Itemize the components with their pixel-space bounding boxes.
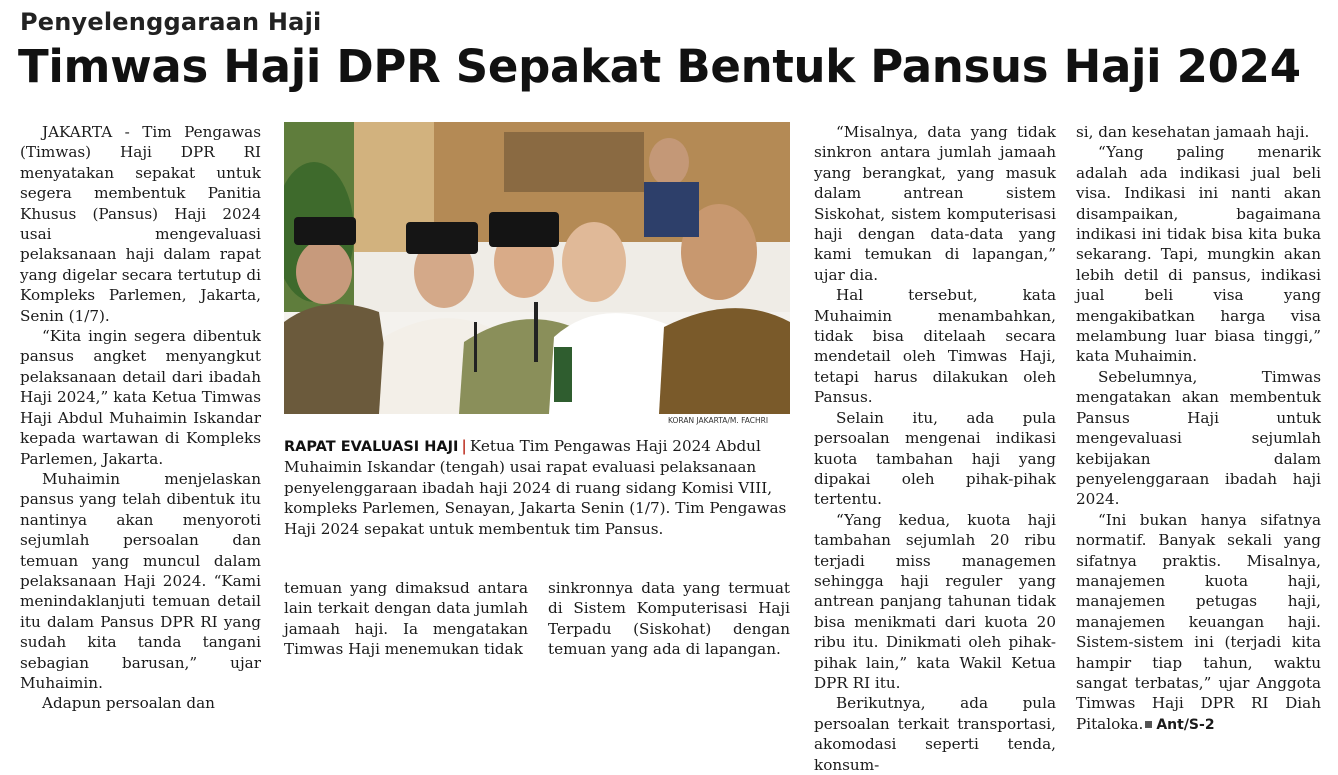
paragraph: “Misalnya, data yang tidak sinkron antara jumlah jamaah yang berangkat, yang masuk dalam antrean sistem Siskohat, sistem komputerisasi haji dengan data-data yang kami temukan di lapangan,” ujar dia. [814, 123, 1056, 284]
paragraph: Hal tersebut, kata Muhaimin menambahkan, tidak bisa ditelaah secara mendetail oleh Timwas Haji, tetapi harus dilakukan oleh Pansus. [814, 286, 1056, 407]
article-column-2 [284, 578, 528, 660]
paragraph: “Yang paling menarik adalah ada indikasi jual beli visa. Indikasi ini nanti akan disampaikan, bagaimana indikasi ini tidak bisa kita buka sekarang. Tapi, mungkin akan lebih detil di pansus, indikasi jual beli visa yang mengakibatkan harga visa melambung luar biasa tinggi,” kata Muhaimin. [1076, 143, 1321, 366]
kicker: Penyelenggaraan Haji [20, 8, 322, 36]
photo-illustration [284, 122, 790, 414]
paragraph: JAKARTA - Tim Pengawas (Timwas) Haji DPR RI menyatakan sepakat untuk segera membentuk Panitia Khusus (Pansus) Haji 2024 usai mengevaluasi pelaksanaan haji dalam rapat yang digelar secara tertutup di Kompleks Parlemen, Jakarta, Senin (1/7). [20, 123, 261, 325]
paragraph: Sebelumnya, Timwas mengatakan akan membentuk Pansus Haji untuk mengevaluasi sejumlah kebijakan dalam penyelenggaraan ibadah haji 2024. [1076, 367, 1321, 509]
paragraph: temuan yang dimaksud antara lain terkait dengan data jumlah jamaah haji. Ia mengatakan Timwas Haji menemukan tidak [284, 579, 528, 659]
paragraph: Muhaimin menjelaskan pansus yang telah dibentuk itu nantinya akan menyoroti sejumlah persoalan dan temuan yang muncul dalam pelaksanaan Haji 2024. “Kami menindaklanjuti temuan detail itu dalam Pansus DPR RI yang sudah kita tanda tangani sebagian barusan,” ujar Muhaimin. [20, 469, 261, 692]
photo-credit: KORAN JAKARTA/M. FACHRI [668, 416, 769, 425]
photo-caption [284, 436, 790, 539]
headline: Timwas Haji DPR Sepakat Bentuk Pansus Haji 2024 [18, 40, 1301, 93]
caption-text: Ketua Tim Pengawas Haji 2024 Abdul Muhaimin Iskandar (tengah) usai rapat evaluasi pelaksanaan penyelenggaraan ibadah haji 2024 di ruang sidang Komisi VIII, kompleks Parlemen, Senayan, Jakarta Senin (1/7). Tim Pengawas Haji 2024 sepakat untuk membentuk tim Pansus. [284, 437, 787, 538]
article-column-5 [1076, 122, 1321, 735]
paragraph-text: “Ini bukan hanya sifatnya normatif. Banyak sekali yang sifatnya praktis. Misalnya, manajemen kuota haji, manajemen petugas haji, manajemen keuangan haji. Sistem-sistem ini (terjadi kita hampir tiap tahun, waktu sangat terbatas,” ujar Anggota Timwas Haji DPR RI Diah Pitaloka. [1076, 510, 1321, 733]
paragraph: Berikutnya, ada pula persoalan terkait transportasi, akomodasi seperti tenda, konsum- [814, 694, 1056, 774]
news-photo [284, 122, 790, 414]
paragraph [1076, 510, 1321, 735]
author-signature: Ant/S-2 [1156, 716, 1215, 733]
paragraph: Adapun persoalan dan [42, 694, 215, 713]
article-column-3 [548, 578, 790, 660]
end-square-icon [1145, 721, 1152, 728]
paragraph: sinkronnya data yang termuat di Sistem Komputerisasi Haji Terpadu (Siskohat) dengan temuan yang ada di lapangan. [548, 579, 790, 659]
paragraph: “Yang kedua, kuota haji tambahan sejumlah 20 ribu terjadi miss managemen sehingga haji reguler yang antrean panjang tahunan tidak bisa menikmati dari kuota 20 ribu itu. Dinikmati oleh pihak-pihak lain,” kata Wakil Ketua DPR RI itu. [814, 510, 1056, 692]
caption-separator: | [461, 437, 467, 455]
paragraph: si, dan kesehatan jamaah haji. [1076, 123, 1310, 141]
caption-label: RAPAT EVALUASI HAJI [284, 439, 459, 455]
article-column-4 [814, 122, 1056, 775]
article-column-1 [20, 122, 261, 714]
paragraph: Selain itu, ada pula persoalan mengenai indikasi kuota tambahan haji yang dipakai oleh pihak-pihak tertentu. [814, 408, 1056, 509]
paragraph: “Kita ingin segera dibentuk pansus angket menyangkut pelaksanaan detail dari ibadah Haji 2024,” kata Ketua Timwas Haji Abdul Muhaimin Iskandar kepada wartawan di Kompleks Parlemen, Jakarta. [20, 327, 261, 468]
